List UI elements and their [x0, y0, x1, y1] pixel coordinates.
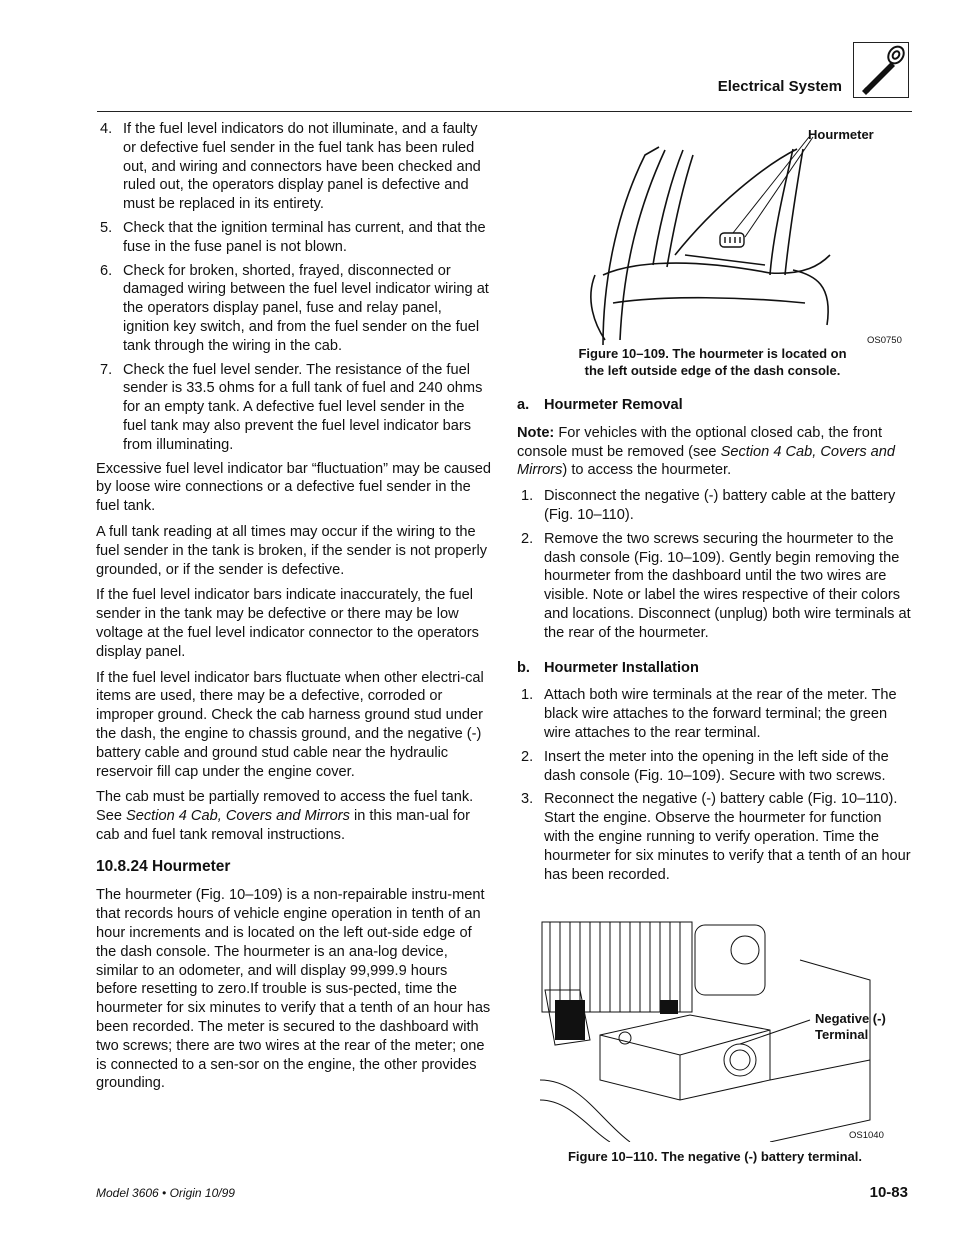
list-item-number: 2.	[521, 530, 534, 547]
footer-model-origin: Model 3606 • Origin 10/99	[96, 1186, 235, 1200]
section-header-title: Electrical System	[717, 78, 842, 95]
figure-caption	[555, 345, 870, 379]
removal-steps	[517, 487, 911, 642]
list-item-number: 4.	[100, 121, 113, 137]
section-heading-hourmeter: 10.8.24 Hourmeter	[96, 857, 231, 875]
list-item	[517, 790, 911, 884]
list-item-text: Reconnect the negative (-) battery cable (Fig. 10–110). Start the engine. Observe the hourmeter for function with the engine running to verify operation. Time the hourmeter for six minutes to verify that a tenth of an hour has been recorded.	[544, 791, 911, 883]
list-item	[96, 361, 492, 455]
subsection-letter: b.	[517, 659, 530, 676]
note-label: Note:	[517, 424, 555, 441]
list-item-text: Insert the meter into the opening in the left side of the dash console (Fig. 10–109). Secure with two screws.	[544, 748, 889, 784]
list-item-number: 2.	[521, 748, 534, 765]
subsection-title: Hourmeter Installation	[544, 659, 699, 676]
list-item-number: 6.	[100, 262, 113, 279]
list-item-text: Remove the two screws securing the hourmeter to the dash console (Fig. 10–109). Gently begin removing the hourmeter from the dashboard until the two wires are visible. Note or label the wires respective of their colors and locations. Disconnect (unplug) both wire terminals at the rear of the hourmeter.	[544, 530, 911, 641]
figure-hourmeter-dash	[565, 125, 905, 347]
list-item-number: 5.	[100, 219, 113, 236]
installation-steps	[517, 686, 911, 884]
right-column	[517, 396, 911, 889]
note-paragraph	[517, 424, 911, 480]
subsection-title: Hourmeter Removal	[544, 397, 683, 413]
list-item	[96, 120, 492, 214]
list-item-number: 1.	[521, 687, 534, 704]
note-text-end: ) to access the hourmeter.	[562, 462, 732, 479]
caption-line: the left outside edge of the dash console.	[584, 363, 841, 378]
callout-line: Negative (-)	[815, 1011, 886, 1026]
callout-line: Terminal	[815, 1027, 869, 1042]
list-item	[517, 686, 911, 742]
list-item-number: 7.	[100, 361, 113, 378]
list-item	[96, 219, 492, 257]
page-number: 10-83	[869, 1184, 908, 1201]
note-text: For vehicles with the optional closed cab, the front console must be removed (see	[517, 424, 883, 460]
list-item	[96, 262, 492, 356]
subsection-heading-removal	[517, 396, 911, 415]
subsection-heading-installation	[517, 659, 911, 678]
hourmeter-callout: Hourmeter	[808, 127, 874, 142]
troubleshooting-paragraphs	[96, 460, 492, 782]
figure-caption: Figure 10–110. The negative (-) battery terminal.	[567, 1149, 863, 1164]
wrench-icon	[853, 42, 909, 98]
figure-code: OS1040	[849, 1130, 884, 1141]
figure-code: OS0750	[867, 335, 902, 346]
list-item	[517, 530, 911, 643]
list-item-text: Check that the ignition terminal has current, and that the fuse in the fuse panel is not blown.	[123, 219, 486, 255]
list-item	[517, 748, 911, 786]
negative-terminal-callout	[815, 1011, 886, 1043]
header-divider	[97, 111, 912, 112]
list-item-text: Attach both wire terminals at the rear of the meter. The black wire attaches to the forward terminal; the green wire attaches to the rear terminal.	[544, 687, 897, 741]
hourmeter-description: The hourmeter (Fig. 10–109) is a non-repairable instru-ment that records hours of vehicle engine operation in tenth of an hour increments and is located on the left out-side edge of the dash console. The hourmeter is an ana-log device, similar to an odometer, and will display 99,999.9 hours before resetting to zero.If trouble is sus-pected, time the hourmeter for six minutes to verify that a tenth of an hour has been recorded. The meter is secured to the dashboard with two screws; there are two wires at the rear of the meter; one is connected to a sen-sor on the engine, the other provides grounding.	[96, 887, 491, 1092]
list-item-text: Check for broken, shorted, frayed, disconnected or damaged wiring between the fuel level indicator wiring at the operators display panel, fuse and relay panel, ignition key switch, and from the fuel sender on the fuel tank through the wiring in the cab.	[123, 262, 489, 354]
list-item-text: Check the fuel level sender. The resistance of the fuel sender is 33.5 ohms for a full tank of fuel and 240 ohms for an empty tank. A defective fuel level sender in the fuel tank may also prevent the fuel level indicator bars from illuminating.	[123, 361, 483, 453]
left-column	[96, 120, 492, 1100]
note-reference: Section 4 Cab, Covers and Mirrors	[517, 443, 896, 479]
paragraph: If the fuel level indicator bars indicate inaccurately, the fuel sender in the tank may be defective or there may be low voltage at the fuel level indicator connector to the operators display panel.	[96, 587, 479, 660]
paragraph: If the fuel level indicator bars fluctuate when other electri-cal items are used, there may be a defective, corroded or improper ground. Check the cab harness ground stud under the dash, the engine to chassis ground, and the negative (-) battery cable and ground stud cable near the hydraulic reservoir fill cap under the engine cover.	[96, 669, 484, 780]
list-item-text: Disconnect the negative (-) battery cable at the battery (Fig. 10–110).	[544, 488, 896, 523]
cab-removal-paragraph	[96, 788, 492, 844]
cab-para-text: The cab must be partially removed to access the fuel tank. See	[96, 789, 474, 825]
paragraph: A full tank reading at all times may occur if the wiring to the fuel sender in the tank is broken, if the sender is not properly grounded, or if the sender is defective.	[96, 523, 488, 578]
list-item-text: If the fuel level indicators do not illuminate, and a faulty or defective fuel sender in the fuel tank has been ruled out, and wiring and connectors have been checked and ruled out, the operators display panel is defective and must be replaced in its entirety.	[123, 121, 481, 213]
cab-para-text-end: in this man-ual for cab and fuel tank removal instructions.	[96, 808, 470, 843]
troubleshooting-steps	[96, 120, 492, 455]
subsection-letter: a.	[517, 397, 530, 413]
cab-para-reference: Section 4 Cab, Covers and Mirrors	[126, 808, 350, 825]
list-item	[517, 487, 911, 525]
paragraph: Excessive fuel level indicator bar “fluctuation” may be caused by loose wire connections or a defective fuel sender in the fuel tank.	[96, 460, 492, 515]
list-item-number: 1.	[521, 488, 534, 505]
caption-line: Figure 10–109. The hourmeter is located on	[578, 346, 847, 361]
list-item-number: 3.	[521, 791, 534, 808]
